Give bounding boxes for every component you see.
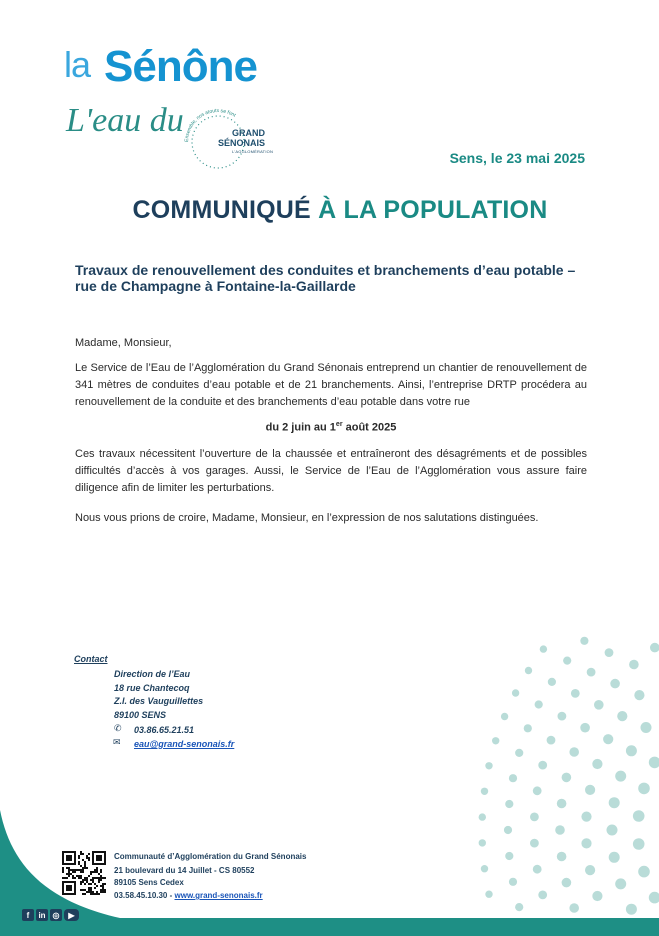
decorative-dot <box>585 865 595 875</box>
facebook-icon[interactable]: f <box>22 909 34 921</box>
decorative-dot <box>547 736 556 745</box>
decorative-dot <box>479 813 486 820</box>
decorative-dot <box>594 700 604 710</box>
decorative-dot <box>530 839 539 848</box>
decorative-dot <box>557 852 567 862</box>
logo-la-text: la <box>64 44 91 85</box>
decorative-dot <box>571 689 580 698</box>
greeting: Madame, Monsieur, <box>75 337 172 349</box>
decorative-dot <box>525 667 532 674</box>
decorative-dot <box>562 773 572 783</box>
decorative-dot <box>580 637 588 645</box>
footer-address-2: 89105 Sens Cedex <box>114 878 184 887</box>
logo-eau-du-text: L'eau du <box>66 102 184 139</box>
decorative-dot <box>558 712 567 721</box>
decorative-dot <box>649 757 659 769</box>
decorative-dot <box>580 723 590 733</box>
paragraph-3: Nous vous prions de croire, Madame, Monsieur, en l’expression de nos salutations distinguées. <box>75 512 539 524</box>
decorative-dot <box>626 904 637 915</box>
decorative-dot <box>592 891 602 901</box>
decorative-dot <box>548 678 556 686</box>
decorative-dot <box>538 891 547 900</box>
contact-address-1: 18 rue Chantecoq <box>114 683 190 693</box>
footer-address-1: 21 boulevard du 14 Juillet - CS 80552 <box>114 866 255 875</box>
decorative-dot <box>638 783 650 795</box>
contact-city: 89100 SENS <box>114 710 167 720</box>
decorative-dots <box>479 637 659 915</box>
svg-text:Ensemble, nos atouts se font: Ensemble, nos atouts se font <box>183 107 237 143</box>
sense-logo <box>60 36 290 166</box>
decorative-dot <box>633 810 645 822</box>
decorative-dot <box>515 903 523 911</box>
contact-title: Contact <box>74 654 108 664</box>
decorative-dot <box>569 903 579 913</box>
decorative-dot <box>533 786 542 795</box>
decorative-dot <box>535 700 543 708</box>
logo-senone-text: Sénône <box>104 42 257 91</box>
decorative-dot <box>609 797 620 808</box>
decorative-dot <box>492 737 499 744</box>
footer-organization: Communauté d’Agglomération du Grand Sénonais <box>114 852 307 861</box>
decorative-dot <box>512 689 519 696</box>
decorative-dot <box>607 825 618 836</box>
social-links <box>22 909 79 921</box>
decorative-dot <box>603 734 613 744</box>
decorative-dot <box>538 761 547 770</box>
contact-address-2: Z.I. des Vauguillettes <box>114 696 204 706</box>
decorative-dot <box>649 892 659 904</box>
decorative-dot <box>509 878 517 886</box>
paragraph-1: Le Service de l’Eau de l’Agglomération du Grand Sénonais entreprend un chantier de renouvellement de 341 mètres de conduites d’eau potable et de 21 branchements. Ainsi, l’entreprise DRTP procédera au renouvellement de la conduite et des branchements d’eau potable dans votre rue <box>75 362 587 408</box>
footer-website-link[interactable]: www.grand-senonais.fr <box>174 891 263 900</box>
decorative-dot <box>617 711 627 721</box>
mail-icon: ✉ <box>113 737 121 747</box>
title-part-1: COMMUNIQUÉ <box>132 196 311 224</box>
decorative-dot <box>524 724 532 732</box>
decorative-dot <box>609 852 620 863</box>
youtube-icon[interactable]: ▶ <box>64 909 79 921</box>
decorative-dot <box>504 826 512 834</box>
contact-email-link[interactable]: eau@grand-senonais.fr <box>134 739 235 749</box>
decorative-dot <box>481 865 488 872</box>
decorative-dot <box>634 690 644 700</box>
decorative-dot <box>569 747 579 757</box>
decorative-dot <box>530 813 539 822</box>
decorative-dot <box>485 762 492 769</box>
decorative-dot <box>505 800 513 808</box>
page-title <box>0 196 659 225</box>
decorative-dot <box>626 745 637 756</box>
decorative-dot <box>638 866 650 878</box>
phone-icon: ✆ <box>114 723 122 733</box>
decorative-dot <box>581 812 591 822</box>
decorative-dot <box>515 749 523 757</box>
decorative-dot <box>641 722 652 733</box>
decorative-dot <box>501 713 508 720</box>
contact-department: Direction de l’Eau <box>114 669 191 679</box>
footer-contact: 03.58.45.10.30 - www.grand-senonais.fr <box>114 891 263 900</box>
decorative-dot <box>563 657 571 665</box>
decorative-dot <box>557 799 567 809</box>
decorative-dot <box>485 891 492 898</box>
decorative-dot <box>610 679 620 689</box>
works-dates: du 2 juin au 1er août 2025 <box>265 421 397 434</box>
decorative-dot <box>615 878 626 889</box>
decorative-dot <box>479 839 486 846</box>
decorative-dot <box>509 774 517 782</box>
subject-heading: Travaux de renouvellement des conduites et branchements d’eau potable – rue de Champagne à Fontaine-la-Gaillarde <box>75 262 576 294</box>
paragraph-2: Ces travaux nécessitent l’ouverture de la chaussée et entraîneront des désagréments et de possibles difficultés d’accès à vos garages. Aussi, le Service de l’Eau de l’Agglomération vous assure faire diligence afin de limiter les perturbations. <box>75 448 587 494</box>
qr-code-icon[interactable] <box>62 851 106 895</box>
title-part-2: À LA POPULATION <box>318 196 548 224</box>
decorative-dot <box>581 838 591 848</box>
linkedin-icon[interactable]: in <box>36 909 48 921</box>
decorative-dot <box>587 668 596 677</box>
decorative-dot <box>633 838 645 850</box>
decorative-dot <box>555 825 565 835</box>
footer-phone: 03.58.45.10.30 <box>114 891 168 900</box>
instagram-icon[interactable]: ◎ <box>50 909 62 921</box>
decorative-dot <box>615 771 626 782</box>
decorative-dot <box>505 852 513 860</box>
decorative-dot <box>533 865 542 874</box>
decorative-dot <box>650 643 659 653</box>
decorative-dot <box>481 788 488 795</box>
logo-badge-title: GRAND SÉNONAIS <box>218 128 266 148</box>
contact-phone: 03.86.65.21.51 <box>134 725 195 735</box>
logo-badge-sub: L'AGGLOMÉRATION <box>232 149 274 154</box>
decorative-dot <box>562 878 572 888</box>
decorative-dot <box>605 648 614 657</box>
decorative-dot <box>540 645 547 652</box>
decorative-dot <box>629 660 639 670</box>
decorative-dot <box>585 785 595 795</box>
decorative-dot <box>592 759 602 769</box>
document-date: Sens, le 23 mai 2025 <box>449 150 585 166</box>
